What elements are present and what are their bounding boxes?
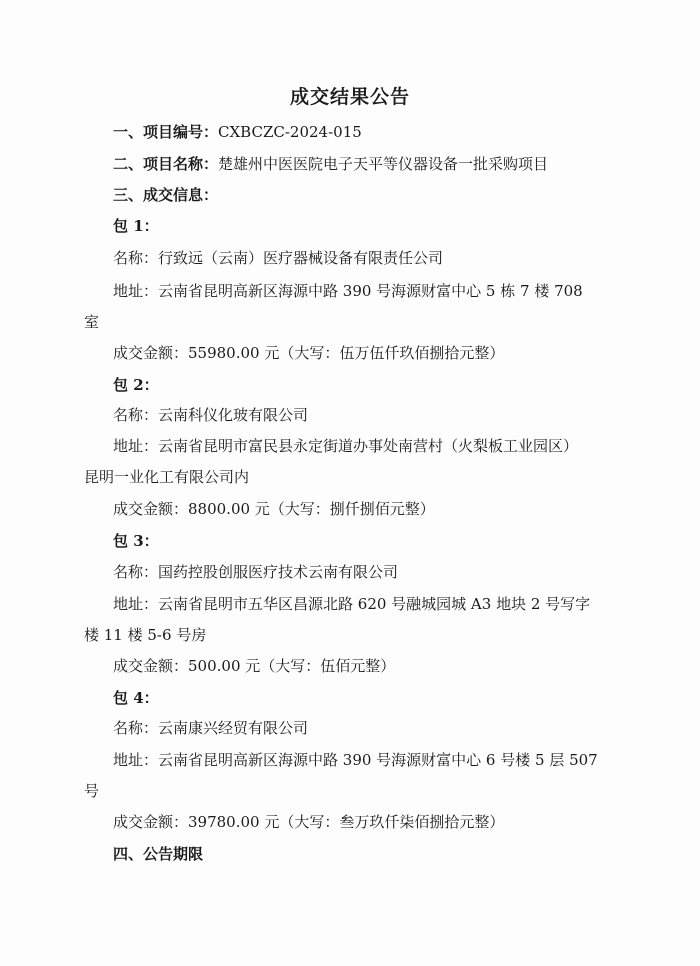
item-deal-info: 三、成交信息： xyxy=(113,186,219,204)
package-supplier-name: 名称：云南康兴经贸有限公司 xyxy=(113,719,309,737)
item-project-number xyxy=(113,122,362,142)
item-notice-period: 四、公告期限 xyxy=(113,845,204,863)
package-amount: 成交金额：39780.00 元（大写：叁万玖仟柒佰捌拾元整） xyxy=(113,813,505,831)
package-amount: 成交金额：55980.00 元（大写：伍万伍仟玖佰捌拾元整） xyxy=(113,344,505,362)
package-supplier-name: 名称：云南科仪化玻有限公司 xyxy=(113,406,309,424)
page-title: 成交结果公告 xyxy=(289,86,410,108)
package-address: 地址：云南省昆明市五华区昌源北路 620 号融城园城 A3 地块 2 号写字 xyxy=(113,595,591,613)
package-address-cont: 楼 11 楼 5-6 号房 xyxy=(84,626,207,644)
project-number: CXBCZC-2024-015 xyxy=(218,123,362,141)
project-name: 楚雄州中医医院电子天平等仪器设备一批采购项目 xyxy=(218,155,549,173)
package-label: 包 4： xyxy=(113,689,159,707)
package-address-cont: 昆明一业化工有限公司内 xyxy=(84,468,250,486)
package-address: 地址：云南省昆明高新区海源中路 390 号海源财富中心 6 号楼 5 层 507 xyxy=(113,751,598,769)
package-label: 包 1： xyxy=(113,217,159,235)
package-address: 地址：云南省昆明市富民县永定街道办事处南营村（火梨板工业园区） xyxy=(113,437,579,455)
package-label: 包 2： xyxy=(113,376,159,394)
package-supplier-name: 名称：国药控股创服医疗技术云南有限公司 xyxy=(113,563,399,581)
item-label: 一、项目编号： xyxy=(113,123,219,141)
package-address-cont: 号 xyxy=(84,782,100,800)
item-project-name xyxy=(113,154,548,174)
package-supplier-name: 名称：行致远（云南）医疗器械设备有限责任公司 xyxy=(113,249,444,267)
package-address-cont: 室 xyxy=(84,313,100,331)
item-label: 二、项目名称： xyxy=(113,155,219,173)
package-amount: 成交金额：500.00 元（大写：伍佰元整） xyxy=(113,657,396,675)
package-amount: 成交金额：8800.00 元（大写：捌仟捌佰元整） xyxy=(113,500,435,518)
package-address: 地址：云南省昆明高新区海源中路 390 号海源财富中心 5 栋 7 楼 708 xyxy=(113,282,583,300)
package-label: 包 3： xyxy=(113,532,159,550)
